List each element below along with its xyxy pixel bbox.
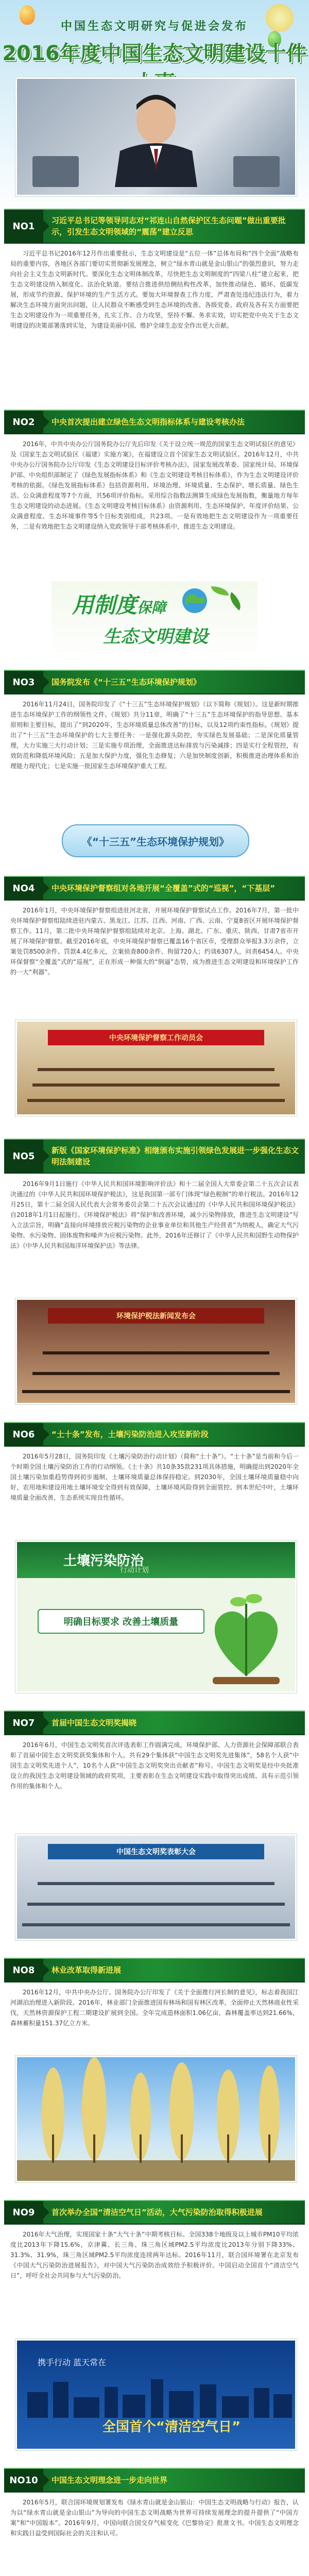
section-header-no6 (4, 1422, 305, 1447)
section-number: NO2 (4, 411, 43, 433)
section-title: 新版《国家环境保护标准》相继颁布实施引领绿色发展进一步强化生态文明法制建设 (52, 1146, 299, 1166)
trees-photo (15, 2056, 297, 2182)
plan-tag: 《“十三五”生态环境保护规划》 (62, 824, 249, 857)
section-header-no8 (4, 1958, 305, 1982)
section-text-no4: 2016年1月，中央环境保护督察组进驻河北省，开展环境保护督察试点工作。2016年7月，第一批中央环境保护督察组陆续进驻内蒙古、黑龙江、江苏、江西、河南、广西、云南、宁夏8省区开展环境保护督察工作。11月，第二批中央环境保护督察组陆续对北京、上海、湖北、广东、重庆、陕西、甘肃7省市开展了环境保护督察。截至2016年底，中央环境保护督察已覆盖16个省区市，受理群众举报3.3万余件，立案处罚8500余件、罚款4.4亿多元，立案侦查800余件、拘留720人；约谈6307人，问责6454人。中央环保督察“全覆盖”式的“巡视”，正在形成一种强大的“倒逼”态势，成为推进生态文明建设和环境保护工作的一大“利器”。 (10, 907, 299, 976)
section-title: 中央环境保护督察组对各地开展“全覆盖”式的“巡视”，“下基层” (52, 884, 276, 893)
section-number: NO9 (4, 2201, 43, 2224)
leaf-icon (211, 586, 229, 596)
section-number: NO4 (4, 877, 43, 900)
section-header-no9 (4, 2200, 305, 2225)
header (0, 0, 309, 77)
section-header-no3 (4, 670, 305, 694)
section-header-no4 (4, 876, 305, 901)
section-number: NO8 (4, 1959, 43, 1981)
section-text-no6: 2016年5月28日，国务院印发《土壤污染防治行动计划》（简称“土十条”）。“土十条”是当前和今后一个时期全国土壤污染防治工作的行动纲领。《土十条》共10条35款231项具体措施，明确提出到2020年全国土壤污染加重趋势得到初步遏制，土壤环境质量总体保持稳定。到2030年，全国土壤环境质量稳中向好，农用地和建设用地土壤环境安全得到有效保障，土壤环境风险得到全面管控。到本世纪中叶，土壤环境质量全面改善，生态系统实现良性循环。 (10, 1453, 299, 1501)
slogan-line1b: 保障 (137, 599, 166, 616)
soil-plan-graphic (15, 1540, 297, 1693)
section-title: 习近平总书记等领导同志对“祁连山自然保护区生态问题”做出重要批示，引发生态文明领域的“震荡”建立反思 (52, 216, 286, 236)
section-number: NO1 (4, 210, 43, 243)
meeting-banner: 中央环境保护督察工作动员会 (48, 1030, 264, 1045)
soil-slogan: 明确目标要求 改善土壤质量 (38, 1609, 204, 1634)
meeting-photo-no7 (15, 1834, 297, 1940)
section-header-no1 (4, 209, 305, 244)
meeting-banner: 中国生态文明奖表彰大会 (48, 1844, 264, 1859)
section-title: 首届中国生态文明奖揭晓 (52, 1718, 137, 1727)
section-header-no7 (4, 1710, 305, 1735)
section-text-no2: 2016年，中共中央办公厅国务院办公厅先后印发《关于设立统一规范的国家生态文明试验区的意见》及《国家生态文明试验区（福建）实施方案》，在福建设立首个国家生态文明试验区。2016年12月，中共中央办公厅国务院办公厅印发《生态文明建设目标评价考核办法》，国家发展改革委、国家统计局、环境保护部、中央组织部制定了《绿色发展指标体系》和《生态文明建设考核目标体系》，作为生态文明建设评价考核的依据。《绿色发展指标体系》包括资源利用、环境治理、环境质量、生态保护、增长质量、绿色生活、公众满意程度等7个方面，共56项评价指标。采用综合指数法测算生成绿色发展指数，衡量地方每年生态文明建设的动态进展。《生态文明建设考核目标体系》由资源利用、生态环境保护、年度评价结果、公众满意程度、生态环境事件等5个目标类别组成，共23项。一是有效地把生态文明建设作为一项重要任务，二是有效地把生态文明建设纳入党政领导干部考核体系中，推进生态文明建设。 (10, 440, 299, 530)
section-text-no5: 2016年9月1日施行《中华人民共和国环境影响评价法》和十二届全国人大常委会第二十五次会议表决通过的《中华人民共和国环境保护税法》，这是我国第一部专门体现“绿色税制”的单行税法。2016年12月25日，第十二届全国人民代表大会常务委员会第二十五次会议通过的《中华人民共和国环境保护税法》自2018年1月1日起施行。《环境保护税法》将“保护和改善环境，减少污染物排放，推进生态文明建设”写入立法宗旨，明确“直接向环境排放应税污染物的企业事业单位和其他生产经营者”为纳税人，确定大气污染物、水污染物、固体废物和噪声为应税污染物。此外，2016年还修订了《中华人民共和国野生动物保护法》《中华人民共和国海洋环境保护法》等法律。 (10, 1180, 299, 1249)
slogan-graphic (52, 581, 258, 658)
section-text-no3: 2016年11月24日，国务院印发了《“十三五”生态环境保护规划》（以下简称《规划》）。这是新时期推进生态环境保护工作的纲领性文件。《规划》共分11章，明确了“十三五”生态环境保护的指导思想、基本原则和主要目标，提出了“到2020年，生态环境质量总体改善”的目标，以及12项约束性指标。《规划》提出了“十三五”生态环境保护的七大主要任务：一是强化源头防控，夯实绿色发展基础；二是深化质量管理，大力实施三大行动计划；三是实施专项治理，全面推进达标排放与污染减排；四是实行全程管控，有效防范和降低环境风险；五是加大保护力度，强化生态修复；六是加快制度创新，积极推进治理体系和治理能力现代化；七是实施一批国家生态环境保护重大工程。 (10, 701, 299, 770)
section-title: 国务院发布《“十三五”生态环境保护规划》 (52, 677, 201, 687)
section-title: 首次举办全国“清洁空气日”活动，大气污染防治取得积极进展 (52, 2208, 263, 2217)
section-header-no10 (4, 2468, 305, 2493)
section-title: 中央首次提出建立绿色生态文明指标体系与建设考核办法 (52, 417, 245, 427)
section-text-no9: 2016年大气治理，实现国家十条“大气十条”中期考核目标。全国338个地级及以上城市PM10平均浓度比2013年下降15.6%，京津冀、长三角、珠三角区域PM2.5平均浓度比2013年分别下降33%、31.3%、31.9%，珠三角区域PM2.5平均浓度连续两年达标。2016年11月，联合国环境署在北京发布《中国大气污染防治进展报告》，对中国大气污染防治成效给予积极评价。中国启动全国首个“清洁空气日”，呼吁全社会共同参与大气污染防治。 (10, 2231, 299, 2279)
slogan-line2: 生态文明建设 (103, 626, 208, 647)
meeting-photo-no5 (15, 1298, 297, 1404)
slogan-line1: 用制度 (72, 592, 138, 618)
soil-subtitle: 行动计划 (120, 1566, 149, 1574)
city-skyline-icon (17, 2377, 295, 2418)
section-number: NO10 (4, 2469, 43, 2492)
section-title: 林业改革取得新进展 (52, 1965, 122, 1975)
section-header-no5 (4, 1139, 305, 1174)
section-text-no8: 2016年12月，中共中央办公厅、国务院办公厅印发了《关于全面推行河长制的意见》，标志着我国江河湖泊治理进入新阶段。2016年，林业部门全面推进国有林场和国有林区改革，全面停止天然林商业性采伐，天然林资源保护工程二期建设扩展到全国。全年完成造林面积1.06亿亩，森林覆盖率达到21.66%，森林蓄积量151.37亿立方米。 (10, 1989, 299, 2027)
meeting-photo-no4 (15, 1020, 297, 1116)
air-subtitle: 携手行动 蓝天常在 (38, 2358, 107, 2367)
section-text-no1: 习近平总书记2016年12月作出重要批示，生态文明建设是“五位一体”总体布局和“四个全面”战略布局的重要内容，各地区各部门要切实贯彻新发展理念，树立“绿水青山就是金山银山”的强烈意识，努力走向社会主义生态文明新时代。要深化生态文明体制改革，尽快把生态文明制度的“四梁八柱”建立起来，把生态文明建设纳入制度化、法治化轨道。要结合推进供给侧结构性改革，加快推动绿色、循环、低碳发展，形成节约资源、保护环境的生产生活方式。要加大环境督查工作力度，严肃查处违纪违法行为，着力解决生态环境方面突出问题，让人民群众不断感受到生态环境的改善。各级党委、政府及各有关方面要把生态文明建设作为一项重要任务，扎实工作、合力攻坚，坚持不懈、务求实效，切实把党中央关于生态文明建设的决策部署落到实处，为建设美丽中国、维护全球生态安全作出更大贡献。 (10, 250, 299, 329)
section-header-no2 (4, 410, 305, 434)
section-number: NO7 (4, 1711, 43, 1734)
section-number: NO5 (4, 1140, 43, 1173)
globe-icon (180, 586, 209, 615)
section-text-no7: 2016年6月，中国生态文明奖首次评选表彰工作圆满完成，环境保护部、人力资源社会保障部联合表彰了首届中国生态文明奖获奖集体和个人。共有29个集体获“中国生态文明奖先进集体”，58名个人获“中国生态文明奖先进个人”，10名个人获“中国生态文明奖突出贡献者”称号。中国生态文明奖是经中央批准设立的我国生态文明建设领域的政府奖项，主要表彰在生态文明建设实践中取得突出成绩、具有示范引领作用的集体和个人。 (10, 1741, 299, 1790)
section-text-no10: 2016年5月，联合国环境规划署发布《绿水青山就是金山银山：中国生态文明战略与行动》报告，认为以“绿水青山就是金山银山”为导向的中国生态文明战略为世界可持续发展理念的提升提供了“中国方案”和“中国版本”。2016年9月，中国向联合国交存气候变化《巴黎协定》批准文书。中国生态文明理念和实践日益受到国际社会的关注和认可。 (10, 2499, 299, 2537)
section-number: NO6 (4, 1423, 43, 1446)
soil-title: 土壤污染防治 (63, 1553, 144, 1569)
section-title: “土十条”发布，土壤污染防治进入攻坚新阶段 (52, 1430, 209, 1439)
section-title: 中国生态文明理念进一步走向世界 (52, 2476, 168, 2485)
page-title: 2016年度中国生态文明建设十件 (2, 42, 307, 65)
air-title: 全国首个“清洁空气日” (102, 2419, 241, 2435)
publisher-line: 中国生态文明研究与促进会发布 (60, 20, 248, 33)
clean-air-graphic (15, 2339, 297, 2450)
section-number: NO3 (4, 671, 43, 693)
meeting-banner: 环境保护税法新闻发布会 (48, 1308, 264, 1324)
leader-photo (15, 77, 297, 196)
heart-plant-icon (202, 1583, 290, 1686)
poplar-trees-icon (17, 2057, 295, 2181)
